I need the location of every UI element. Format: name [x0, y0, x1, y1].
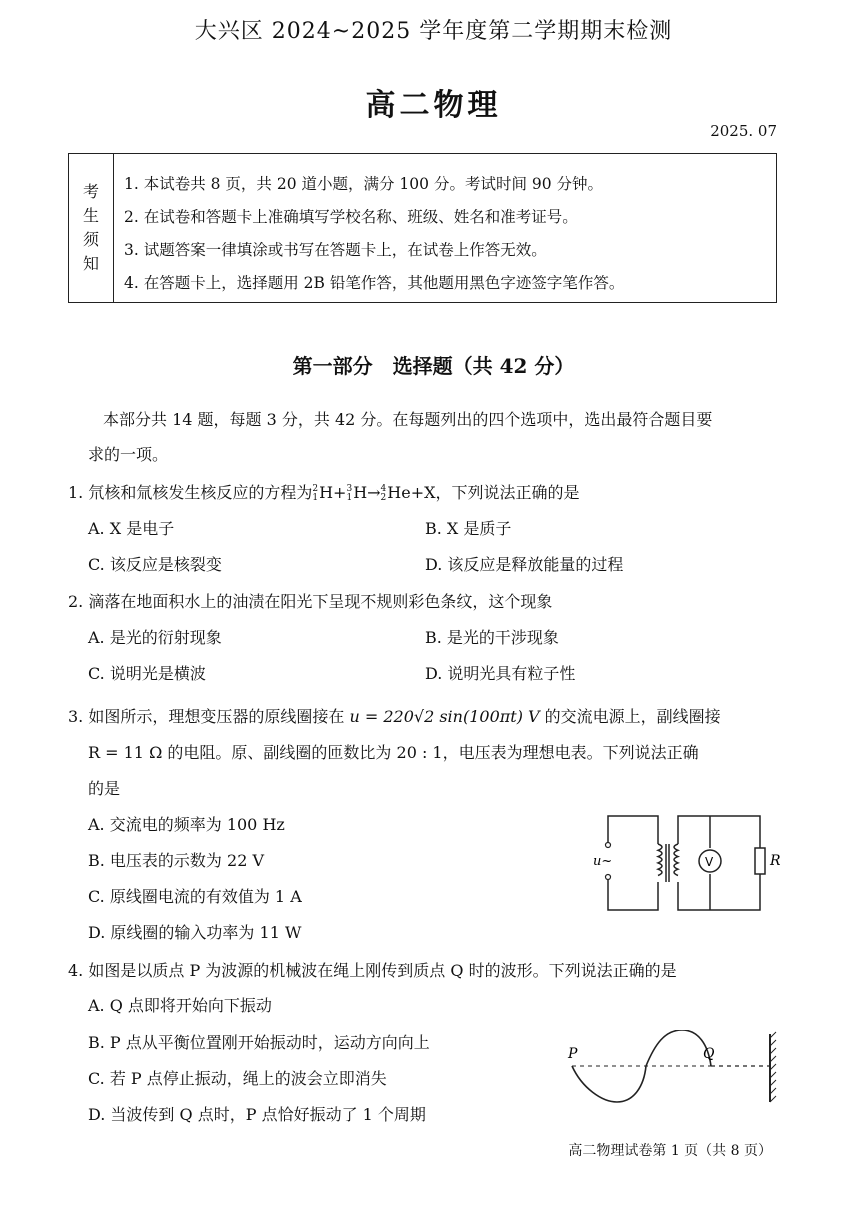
- q3-option-b: B. 电压表的示数为 22 V: [88, 851, 265, 870]
- q4-option-d: D. 当波传到 Q 点时，P 点恰好振动了 1 个周期: [88, 1105, 426, 1124]
- question-3-stem-line2: R = 11 Ω 的电阻。原、副线圈的匝数比为 20 : 1，电压表为理想电表。下列说法正确: [88, 743, 699, 762]
- notice-label: [69, 154, 114, 302]
- q4-option-b: B. P 点从平衡位置刚开始振动时，运动方向向上: [88, 1033, 430, 1052]
- section-intro-line1: 本部分共 14 题，每题 3 分，共 42 分。在每题列出的四个选项中，选出最符合题目要: [103, 410, 713, 429]
- rope-wave-figure: [560, 1030, 785, 1110]
- notice-label-char: 考: [82, 182, 99, 201]
- q2-option-c: C. 说明光是横波: [88, 664, 206, 683]
- terminal-bottom: [606, 875, 611, 880]
- notice-box: [68, 153, 777, 303]
- q3-option-d: D. 原线圈的输入功率为 11 W: [88, 923, 302, 942]
- notice-item: 1. 本试卷共 8 页，共 20 道小题，满分 100 分。考试时间 90 分钟。: [124, 175, 604, 193]
- transformer-circuit-figure: [590, 808, 790, 918]
- source-label: u~: [593, 854, 613, 869]
- question-3-stem-line3: 的是: [88, 779, 121, 798]
- q2-option-a: A. 是光的衍射现象: [88, 628, 222, 647]
- q3-formula: u = 220√2 sin(100πt) V: [349, 707, 540, 726]
- notice-item: 4. 在答题卡上，选择题用 2B 铅笔作答，其他题用黑色字迹签字笔作答。: [124, 274, 625, 292]
- resistor-label: R: [770, 853, 781, 869]
- subject-title: 高二物理: [365, 88, 502, 123]
- q1-option-d: D. 该反应是释放能量的过程: [425, 555, 624, 574]
- question-3-stem-line1: 3. 如图所示，理想变压器的原线圈接在 u = 220√2 sin(100πt) V 的交流电源上，副线圈接: [68, 707, 721, 726]
- notice-label-char: 知: [82, 254, 99, 273]
- nuclear-equation: 2 1 H+ 3 1 H→ 4 2 He+X: [312, 483, 436, 503]
- notice-label-char: 须: [82, 230, 99, 249]
- terminal-top: [606, 843, 611, 848]
- q3-option-c: C. 原线圈电流的有效值为 1 A: [88, 887, 302, 906]
- question-1-stem: 1. 氘核和氚核发生核反应的方程为 2 1 H+ 3 1 H→ 4 2 He+X，下列说法正确的是: [68, 483, 580, 503]
- question-2-stem: 2. 滴落在地面积水上的油渍在阳光下呈现不规则彩色条纹，这个现象: [68, 592, 553, 611]
- notice-item: 3. 试题答案一律填涂或书写在答题卡上，在试卷上作答无效。: [124, 241, 547, 259]
- q1-option-a: A. X 是电子: [88, 519, 175, 538]
- q4-option-c: C. 若 P 点停止振动，绳上的波会立即消失: [88, 1069, 387, 1088]
- q2-option-d: D. 说明光具有粒子性: [425, 664, 576, 683]
- section-intro-line2: 求的一项。: [88, 445, 169, 464]
- q4-option-a: A. Q 点即将开始向下振动: [88, 996, 272, 1015]
- point-q-label: Q: [703, 1046, 715, 1062]
- section-title: 第一部分 选择题（共 42 分）: [292, 354, 575, 378]
- notice-items: [124, 168, 768, 300]
- question-4-stem: 4. 如图是以质点 P 为波源的机械波在绳上刚传到质点 Q 时的波形。下列说法正确的是: [68, 961, 677, 980]
- notice-label-char: 生: [82, 206, 99, 225]
- q1-option-c: C. 该反应是核裂变: [88, 555, 222, 574]
- q2-option-b: B. 是光的干涉现象: [425, 628, 559, 647]
- notice-item: 2. 在试卷和答题卡上准确填写学校名称、班级、姓名和准考证号。: [124, 208, 578, 226]
- q3-option-a: A. 交流电的频率为 100 Hz: [88, 815, 285, 834]
- page-footer: 高二物理试卷第 1 页（共 8 页）: [568, 1143, 772, 1159]
- voltmeter-label: V: [705, 855, 714, 869]
- q1-option-b: B. X 是质子: [425, 519, 512, 538]
- exam-title: 大兴区 2024~2025 学年度第二学期期末检测: [194, 19, 673, 44]
- point-p-label: P: [568, 1046, 578, 1062]
- exam-date: 2025. 07: [710, 122, 777, 140]
